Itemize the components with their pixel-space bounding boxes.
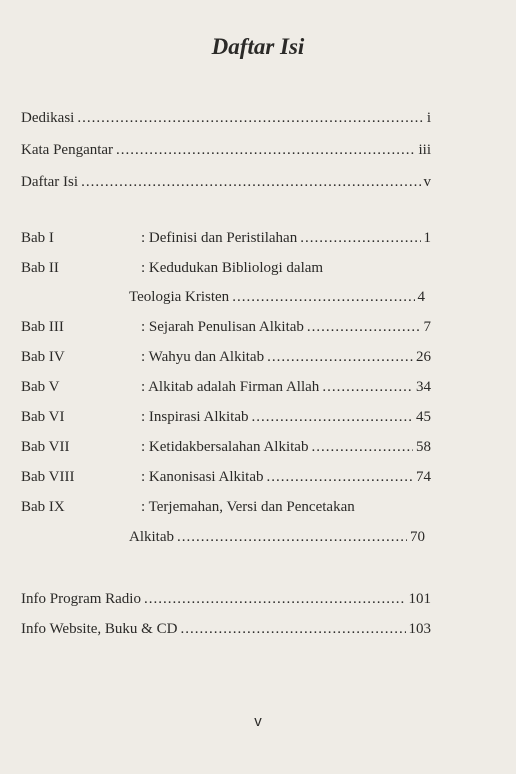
entry-page: 74 bbox=[416, 469, 431, 485]
dot-leader bbox=[311, 439, 413, 456]
entry-page: v bbox=[423, 174, 431, 190]
page-number: v bbox=[254, 713, 262, 730]
chapter-title-cont: Teologia Kristen bbox=[129, 289, 230, 305]
dot-leader bbox=[267, 469, 414, 486]
chapter-title: : Sejarah Penulisan Alkitab bbox=[141, 319, 304, 335]
toc-entry-info-website bbox=[21, 621, 431, 641]
toc-entry-daftar-isi bbox=[21, 174, 431, 194]
entry-page: 34 bbox=[416, 379, 431, 395]
dot-leader bbox=[116, 142, 415, 159]
chapter-number: Bab VIII bbox=[21, 469, 75, 485]
dot-leader bbox=[300, 230, 420, 247]
entry-page: 26 bbox=[416, 349, 431, 365]
toc-chapter-9-continuation bbox=[129, 529, 425, 549]
dot-leader bbox=[144, 591, 406, 608]
dot-leader bbox=[307, 319, 421, 336]
dot-leader bbox=[322, 379, 413, 396]
toc-chapter-4 bbox=[21, 349, 431, 369]
toc-chapter-2-continuation bbox=[129, 289, 425, 309]
chapter-title-cont: Alkitab bbox=[129, 529, 174, 545]
dot-leader bbox=[177, 529, 407, 546]
entry-page: iii bbox=[418, 142, 431, 158]
chapter-title: : Kanonisasi Alkitab bbox=[141, 469, 264, 485]
chapter-title: : Inspirasi Alkitab bbox=[141, 409, 249, 425]
entry-page: 70 bbox=[410, 529, 425, 545]
chapter-title: : Alkitab adalah Firman Allah bbox=[141, 379, 320, 395]
chapter-number: Bab III bbox=[21, 319, 64, 335]
chapter-number: Bab VII bbox=[21, 439, 70, 455]
chapter-number: Bab IV bbox=[21, 349, 65, 365]
toc-chapter-5 bbox=[21, 379, 431, 399]
dot-leader bbox=[77, 110, 424, 127]
dot-leader bbox=[232, 289, 414, 306]
entry-page: 4 bbox=[417, 289, 425, 305]
entry-page: 7 bbox=[423, 319, 431, 335]
chapter-title: : Kedudukan Bibliologi dalam bbox=[141, 260, 324, 276]
entry-label: Info Website, Buku & CD bbox=[21, 621, 178, 637]
chapter-title: : Definisi dan Peristilahan bbox=[141, 230, 298, 246]
toc-chapter-6 bbox=[21, 409, 431, 429]
entry-label: Info Program Radio bbox=[21, 591, 141, 607]
entry-page: 45 bbox=[416, 409, 431, 425]
toc-chapter-2 bbox=[21, 260, 431, 280]
toc-chapter-1 bbox=[21, 230, 431, 250]
chapter-title: : Wahyu dan Alkitab bbox=[141, 349, 265, 365]
entry-label: Kata Pengantar bbox=[21, 142, 114, 158]
toc-chapter-3 bbox=[21, 319, 431, 339]
entry-page: 103 bbox=[408, 621, 431, 637]
toc-entry-kata-pengantar bbox=[21, 142, 431, 162]
toc-entry-info-radio bbox=[21, 591, 431, 611]
dot-leader bbox=[81, 174, 420, 191]
chapter-number: Bab I bbox=[21, 230, 54, 246]
toc-chapter-8 bbox=[21, 469, 431, 489]
chapter-number: Bab VI bbox=[21, 409, 65, 425]
chapter-number: Bab IX bbox=[21, 499, 65, 515]
entry-label: Daftar Isi bbox=[21, 174, 79, 190]
chapter-number: Bab II bbox=[21, 260, 59, 276]
toc-chapter-7 bbox=[21, 439, 431, 459]
dot-leader bbox=[267, 349, 413, 366]
dot-leader bbox=[252, 409, 414, 426]
entry-page: 1 bbox=[423, 230, 431, 246]
entry-page: 101 bbox=[408, 591, 431, 607]
toc-chapter-9 bbox=[21, 499, 431, 519]
entry-label: Dedikasi bbox=[21, 110, 75, 126]
dot-leader bbox=[180, 621, 405, 638]
entry-page: 58 bbox=[416, 439, 431, 455]
toc-entry-dedikasi bbox=[21, 110, 431, 130]
chapter-number: Bab V bbox=[21, 379, 60, 395]
chapter-title: : Ketidakbersalahan Alkitab bbox=[141, 439, 309, 455]
page-title: Daftar Isi bbox=[211, 34, 305, 59]
entry-page: i bbox=[426, 110, 431, 126]
chapter-title: : Terjemahan, Versi dan Pencetakan bbox=[141, 499, 355, 515]
